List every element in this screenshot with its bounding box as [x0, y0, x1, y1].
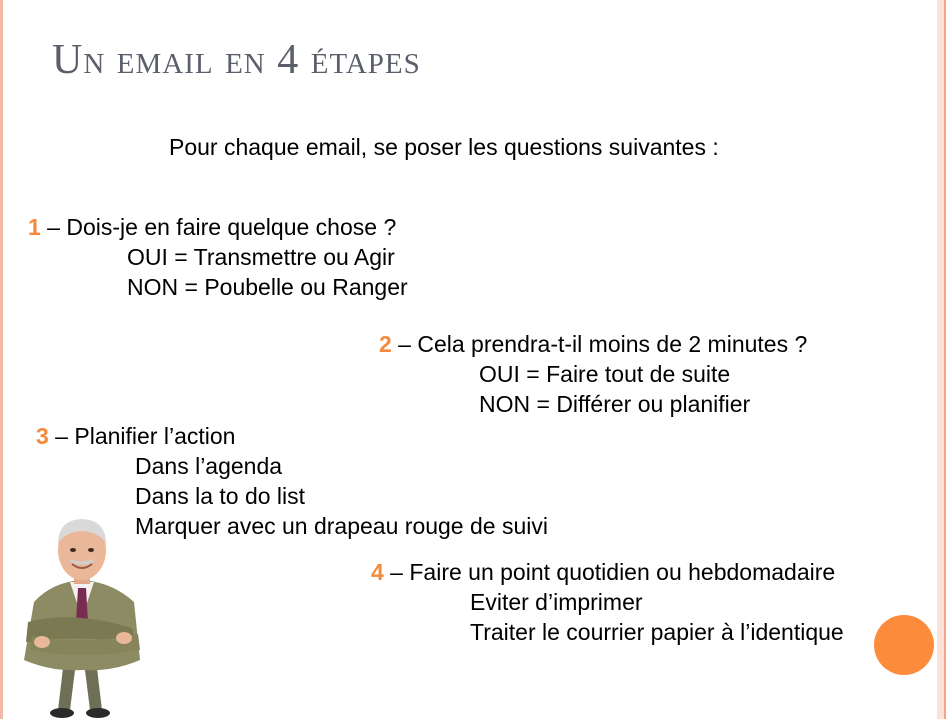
step-answer: Traiter le courrier papier à l’identique	[470, 619, 844, 645]
step-number: 4	[371, 559, 384, 585]
step-4	[371, 557, 844, 647]
step-answer: OUI = Faire tout de suite	[479, 361, 731, 387]
step-question-text: – Planifier l’action	[48, 423, 236, 449]
step-1	[28, 212, 408, 302]
step-answer: NON = Différer ou planifier	[479, 391, 751, 417]
step-answer: Eviter d’imprimer	[470, 589, 643, 615]
step-question	[28, 212, 408, 242]
step-answer: NON = Poubelle ou Ranger	[127, 274, 408, 300]
step-question	[379, 329, 807, 359]
slide-border-right	[937, 0, 951, 719]
step-number: 2	[379, 331, 392, 357]
step-number: 3	[36, 423, 49, 449]
step-answer: Dans la to do list	[135, 483, 306, 509]
step-answer: OUI = Transmettre ou Agir	[127, 244, 395, 270]
slide-title: Un email en 4 étapes	[52, 37, 421, 83]
businessman-illustration	[12, 510, 152, 719]
step-answer: Marquer avec un drapeau rouge de suivi	[135, 513, 548, 539]
step-2	[379, 329, 807, 419]
step-question-text: – Faire un point quotidien ou hebdomadaire	[383, 559, 836, 585]
slide-border-left	[0, 0, 3, 719]
step-number: 1	[28, 214, 41, 240]
step-question-text: – Dois-je en faire quelque chose ?	[40, 214, 397, 240]
step-question	[371, 557, 844, 587]
step-answer: Dans l’agenda	[135, 453, 283, 479]
orange-circle	[874, 615, 934, 675]
step-question-text: – Cela prendra-t-il moins de 2 minutes ?	[391, 331, 808, 357]
step-question	[36, 421, 548, 451]
intro-text: Pour chaque email, se poser les questions suivantes :	[169, 134, 719, 160]
